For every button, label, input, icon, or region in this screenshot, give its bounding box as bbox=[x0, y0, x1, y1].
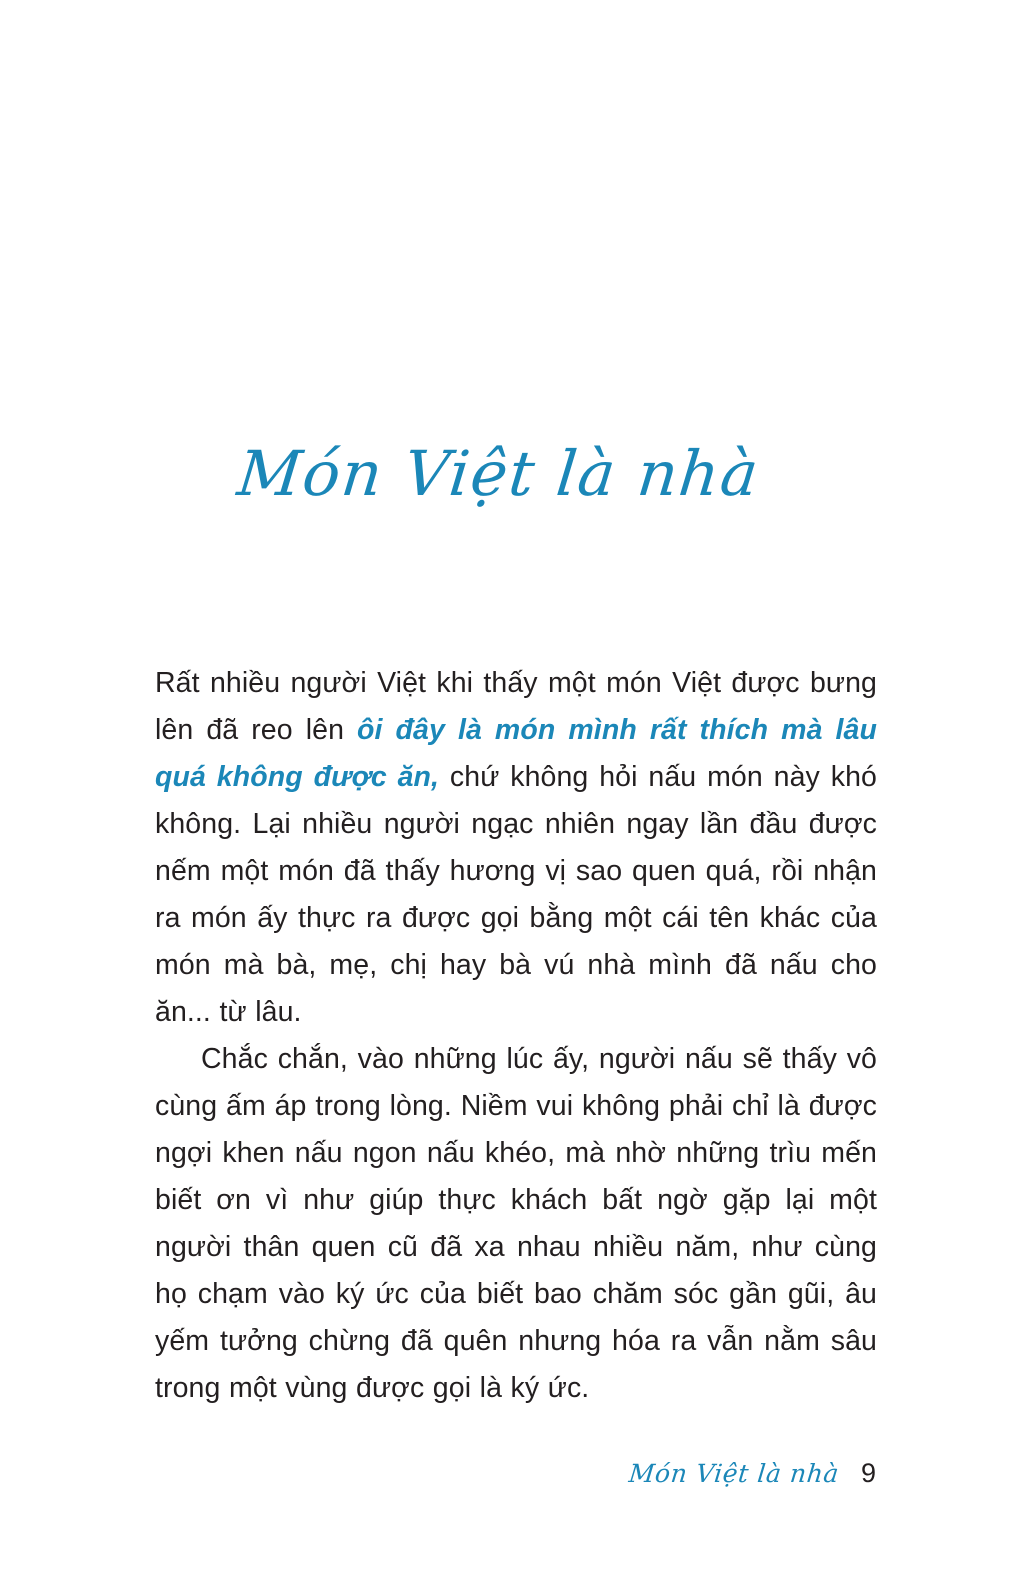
footer-page-number: 9 bbox=[860, 1458, 876, 1488]
chapter-title-block bbox=[0, 398, 1024, 549]
paragraph-1-rest: chứ không hỏi nấu món này khó không. Lại nhiều người ngạc nhiên ngay lần đầu được nếm một món đã thấy hương vị sao quen quá, rồi nhận ra món ấy thực ra được gọi bằng một cái tên khác của món mà bà, mẹ, chị hay bà vú nhà mình đã nấu cho ăn... từ lâu. bbox=[155, 761, 877, 1028]
paragraph-1-highlight: ôi đây là món mình rất thích mà lâu quá không được ăn, bbox=[155, 714, 877, 793]
footer-running-title: Món Việt là nhà bbox=[627, 1459, 841, 1488]
paragraph-2: Chắc chắn, vào những lúc ấy, người nấu sẽ thấy vô cùng ấm áp trong lòng. Niềm vui không phải chỉ là được ngợi khen nấu ngon nấu khéo, mà nhờ những trìu mến biết ơn vì như giúp thực khách bất ngờ gặp lại một người thân quen cũ đã xa nhau nhiều năm, như cùng họ chạm vào ký ức của biết bao chăm sóc gần gũi, âu yếm tưởng chừng đã quên nhưng hóa ra vẫn nằm sâu trong một vùng được gọi là ký ức. bbox=[155, 1043, 877, 1404]
paragraph-1 bbox=[155, 660, 877, 1036]
body-text bbox=[155, 660, 877, 1412]
paragraph-1-lead: Rất nhiều người Việt khi thấy một món Việt được bưng lên đã reo lên bbox=[155, 667, 877, 746]
page-title: Món Việt là nhà bbox=[234, 436, 764, 510]
page-footer bbox=[629, 1458, 876, 1489]
